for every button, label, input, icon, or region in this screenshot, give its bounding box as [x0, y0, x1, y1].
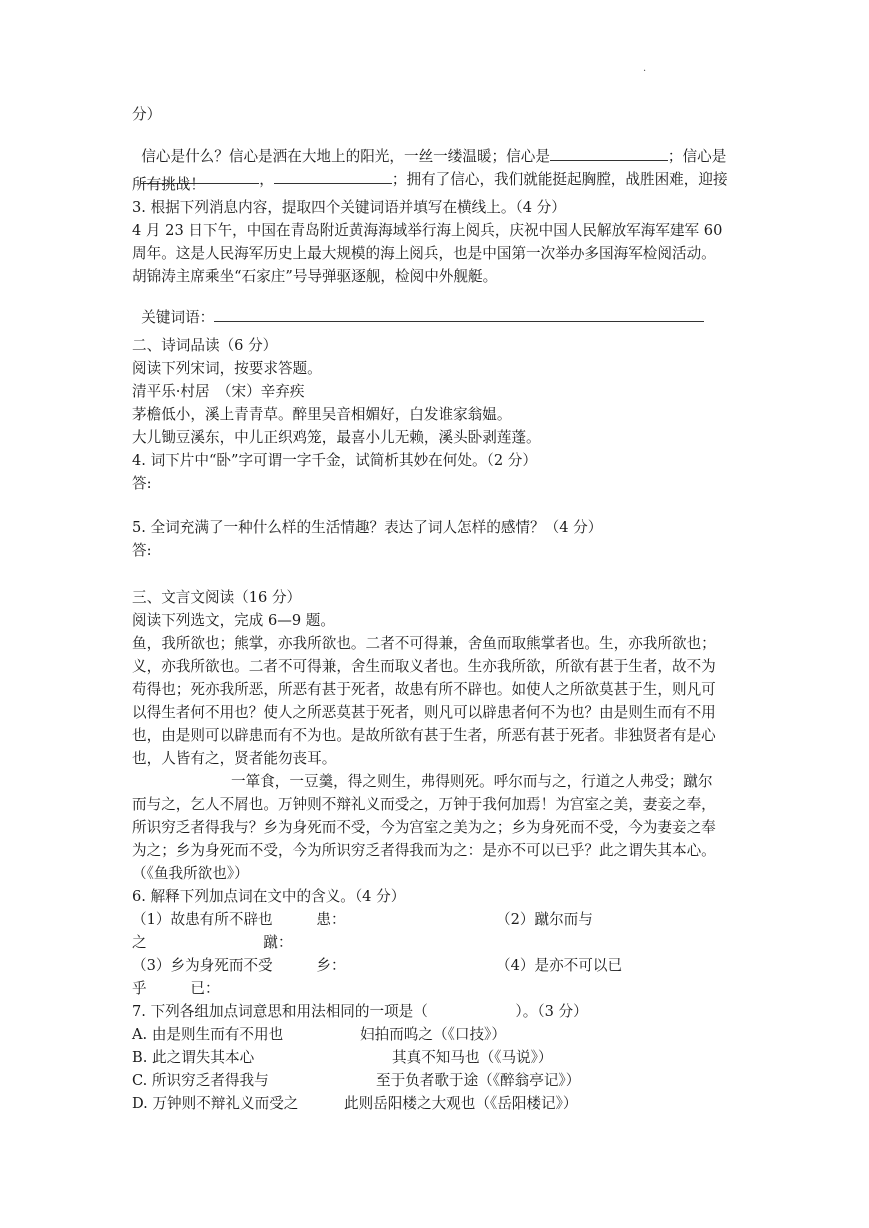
q6-item-2: （2）蹴尔而与 — [496, 911, 593, 928]
q7-option-a-right: 妇拍而呜之（《口技》） — [360, 1026, 506, 1043]
q7-option-c-left[interactable]: C. 所识穷乏者得我与 — [132, 1072, 269, 1089]
q7-option-c-right: 至于负者歌于途（《醉翁亭记》） — [376, 1072, 581, 1089]
poem-title: 清平乐·村居 （宋）辛弃疾 — [132, 383, 305, 400]
q2-line3: 所有挑战！ — [132, 176, 205, 193]
q3-keyword-row — [132, 293, 704, 325]
q2-line0: 分） — [132, 106, 162, 123]
q2-line2b: ；拥有了信心，我们就能挺起胸膛，战胜困难，迎接 — [391, 170, 728, 188]
q6-title: 6. 解释下列加点词在文中的含义。（4 分） — [132, 888, 406, 905]
text2-line-1: 一箪食，一豆羹，得之则生，弗得则死。呼尔而与之，行道之人弗受；蹴尔 — [231, 773, 713, 790]
q3-para-3: 胡锦涛主席乘坐“石家庄”号导弹驱逐舰，检阅中外舰艇。 — [132, 268, 498, 285]
q6-item-4: （4）是亦不可以已 — [496, 957, 623, 974]
q7-title: 7. 下列各组加点词意思和用法相同的一项是（ ）。（3 分） — [132, 1003, 588, 1020]
q6-item-2-cont: 之 蹴： — [132, 934, 293, 951]
q7-option-a-left[interactable]: A. 由是则生而有不用也 — [132, 1026, 284, 1043]
keyword-label: 关键词语： — [141, 308, 215, 326]
text-line-1: 鱼，我所欲也；熊掌，亦我所欲也。二者不可得兼，舍鱼而取熊掌者也。生，亦我所欲也； — [132, 635, 716, 652]
text2-line-4: 为之；乡为身死而不受，今为所识穷乏者得我而为之：是亦不可以已乎？此之谓失其本心。 — [132, 842, 716, 859]
q3-title: 3. 根据下列消息内容，提取四个关键词语并填写在横线上。（4 分） — [132, 199, 566, 216]
poem-line-2: 大儿锄豆溪东，中儿正织鸡笼，最喜小儿无赖，溪头卧剥莲蓬。 — [132, 429, 541, 446]
q7-option-b-right: 其真不知马也（《马说》） — [392, 1049, 553, 1066]
q4-answer[interactable]: 答: — [132, 475, 152, 492]
q7-option-d-left[interactable]: D. 万钟则不辩礼义而受之 — [132, 1095, 299, 1112]
q5-answer[interactable]: 答: — [132, 542, 152, 559]
q4-text: 4. 词下片中“卧”字可谓一字千金，试简析其妙在何处。（2 分） — [132, 452, 537, 469]
q2-line1a: 信心是什么？信心是洒在大地上的阳光，一丝一缕温暖；信心是 — [141, 147, 550, 165]
top-dot: · — [643, 66, 647, 77]
section3-instr: 阅读下列选文，完成 6—9 题。 — [132, 612, 335, 629]
poem-line-1: 茅檐低小，溪上青青草。醉里吴音相媚好，白发谁家翁媪。 — [132, 406, 512, 423]
section3-title: 三、文言文阅读（16 分） — [132, 589, 302, 606]
q2-line1b: ；信心是 — [667, 147, 727, 165]
text-line-4: 以得生者何不用也？使人之所恶莫甚于死者，则凡可以辟患者何不为也？由是则生而有不用 — [132, 704, 716, 721]
q2-line2a: ， — [259, 170, 274, 188]
q3-para-2: 周年。这是人民海军历史上最大规模的海上阅兵，也是中国第一次举办多国海军检阅活动。 — [132, 245, 716, 262]
keyword-blank[interactable] — [214, 308, 704, 322]
text-line-3: 苟得也；死亦我所恶，所恶有甚于死者，故患有所不辟也。如使人之所欲莫甚于生，则凡可 — [132, 681, 716, 698]
text2-line-3: 所识穷乏者得我与？乡为身死而不受，今为宫室之美为之；乡为身死而不受，今为妻妾之奉 — [132, 819, 716, 836]
q6-item-1: （1）故患有所不辟也 患： — [132, 911, 346, 928]
q5-text: 5. 全词充满了一种什么样的生活情趣？表达了词人怎样的感情？（4 分） — [132, 519, 603, 536]
text-line-2: 义，亦我所欲也。二者不可得兼，舍生而取义者也。生亦我所欲，所欲有甚于生者，故不为 — [132, 658, 716, 675]
q6-item-3: （3）乡为身死而不受 乡： — [132, 957, 346, 974]
q3-para-1: 4 月 23 日下午，中国在青岛附近黄海海域举行海上阅兵，庆祝中国人民解放军海军建军 60 — [132, 222, 723, 239]
text-line-5: 也，由是则可以辟患而有不为也。是故所欲有甚于生者，所恶有甚于死者。非独贤者有是心 — [132, 727, 716, 744]
section2-title: 二、诗词品读（6 分） — [132, 337, 278, 354]
q7-option-d-right: 此则岳阳楼之大观也（《岳阳楼记》） — [344, 1095, 578, 1112]
section2-instr: 阅读下列宋词，按要求答题。 — [132, 360, 322, 377]
text-line-6: 也，人皆有之，贤者能勿丧耳。 — [132, 750, 337, 767]
q6-item-4-cont: 乎 已： — [132, 980, 220, 997]
q2-line2 — [132, 155, 728, 187]
q7-option-b-left[interactable]: B. 此之谓失其本心 — [132, 1049, 255, 1066]
blank-3[interactable] — [274, 170, 392, 184]
text2-source: （《鱼我所欲也》） — [132, 865, 249, 882]
text2-line-2: 而与之，乞人不屑也。万钟则不辩礼义而受之，万钟于我何加焉！为宫室之美，妻妾之奉， — [132, 796, 716, 813]
